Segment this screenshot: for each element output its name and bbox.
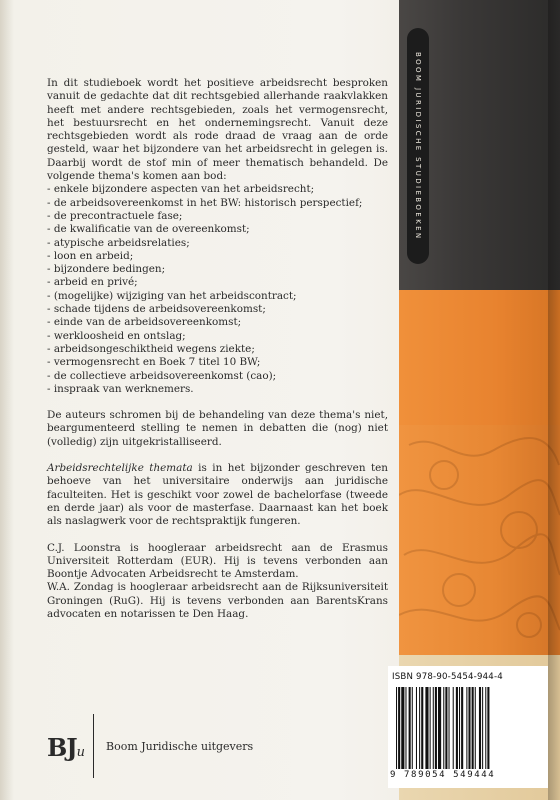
barcode-bar <box>456 687 458 769</box>
list-item: - inspraak van werknemers. <box>47 382 194 395</box>
publisher-logo <box>47 733 85 762</box>
purpose-text: is in het bijzonder geschreven ten behoeve van het universitaire onderwijs aan juridische faculteiten. Het is geschikt voor zowel de bachelorfase (tweede en derde jaar) als voor de masterfase. Daarnaast kan het boek als naslagwerk voor de rechtspraktijk fungeren. <box>47 462 388 528</box>
barcode-bar <box>409 687 411 769</box>
barcode-bar <box>419 687 420 769</box>
author-bio-1: C.J. Loonstra is hoogleraar arbeidsrecht aan de Erasmus Universiteit Rotterdam (EUR). Hij is tevens verbonden aan Boontje Advocaten Arbeidsrecht te Amsterdam. <box>47 541 388 581</box>
barcode-bar <box>472 687 474 769</box>
barcode-bar <box>487 687 489 769</box>
back-cover-text <box>47 77 388 621</box>
list-item: - bijzondere bedingen; <box>47 263 166 276</box>
barcode-bar <box>425 687 428 769</box>
barcode-bar <box>396 687 397 769</box>
barcode-bar <box>435 687 437 769</box>
logo-sub: u <box>76 745 86 760</box>
list-item: - werkloosheid en ontslag; <box>47 329 186 342</box>
footer-divider <box>93 714 94 778</box>
barcode-bar <box>479 687 481 769</box>
list-item: - enkele bijzondere aspecten van het arbeidsrecht; <box>47 183 315 196</box>
list-item: - vermogensrecht en Boek 7 titel 10 BW; <box>47 356 261 369</box>
list-item: - (mogelijke) wijziging van het arbeidscontract; <box>47 289 297 302</box>
themes-list <box>47 183 388 396</box>
list-item: - de precontractuele fase; <box>47 209 183 222</box>
intro-paragraph: In dit studieboek wordt het positieve arbeidsrecht besproken vanuit de gedachte dat dit rechtsgebied allerhande raakvlakken heeft met andere rechtsgebieden, zoals het vermogensrecht, het bestuursrecht en het ondernemingsrecht. Vanuit deze rechtsgebieden wordt als rode draad de vraag aan de orde gesteld, waar het bijzondere van het arbeidsrecht in gelegen is. Daarbij wordt de stof min of meer thematisch behandeld. De volgende thema's komen aan bod: <box>47 77 388 183</box>
barcode-bar <box>398 687 400 769</box>
barcode-bar <box>485 687 486 769</box>
publisher-name: Boom Juridische uitgevers <box>106 740 254 753</box>
book-title: Arbeidsrechtelijke thematа <box>47 462 193 475</box>
barcode-bar <box>449 687 450 769</box>
barcode-bar <box>416 687 417 769</box>
list-item: - de arbeidsovereenkomst in het BW: historisch perspectief; <box>47 196 363 209</box>
barcode-bar <box>443 687 444 769</box>
list-item: - de kwalificatie van de overeenkomst; <box>47 223 250 236</box>
barcode-bar <box>412 687 413 769</box>
authors-note-paragraph: De auteurs schromen bij de behandeling van deze thema's niet, beargumenteerd stelling te nemen in debatten die (nog) niet (volledig) zijn uitgekristalliseerd. <box>47 409 388 448</box>
barcode-bar <box>430 687 431 769</box>
barcode-bar <box>433 687 434 769</box>
list-item: - de collectieve arbeidsovereenkomst (cao); <box>47 369 277 382</box>
spine-texture-pattern <box>399 425 560 655</box>
barcode-digits: 9 789054 549444 <box>390 770 496 780</box>
barcode-label <box>388 666 548 788</box>
purpose-paragraph <box>47 462 388 528</box>
list-item: - atypische arbeidsrelaties; <box>47 236 190 249</box>
barcode-bar <box>405 687 406 769</box>
barcode-bar <box>482 687 483 769</box>
list-item: - loon en arbeid; <box>47 249 134 262</box>
list-item: - einde van de arbeidsovereenkomst; <box>47 316 242 329</box>
barcode-bars <box>396 687 542 769</box>
series-label-tab <box>407 28 429 264</box>
list-item: - arbeid en privé; <box>47 276 138 289</box>
list-item: - schade tijdens de arbeidsovereenkomst; <box>47 303 266 316</box>
series-label: BOOM JURIDISCHE STUDIEBOEKEN <box>414 51 422 241</box>
barcode-bar <box>459 687 460 769</box>
isbn-text: ISBN 978-90-5454-944-4 <box>392 672 503 682</box>
barcode-bar <box>468 687 470 769</box>
logo-main: BJ <box>47 733 77 762</box>
list-item: - arbeidsongeschiktheid wegens ziekte; <box>47 342 255 355</box>
spine-band-orange <box>399 290 560 425</box>
barcode-bar <box>421 687 423 769</box>
barcode-bar <box>461 687 463 769</box>
barcode-bar <box>401 687 404 769</box>
author-bio-2: W.A. Zondag is hoogleraar arbeidsrecht aan de Rijksuniversiteit Groningen (RuG). Hij is tevens verbonden aan BarentsKrans advocaten en notarissen te Den Haag. <box>47 581 388 620</box>
barcode-bar <box>453 687 454 769</box>
barcode-bar <box>466 687 467 769</box>
barcode-bar <box>438 687 441 769</box>
spine-edge-shadow <box>548 0 560 800</box>
cover-edge-shadow <box>0 0 14 800</box>
barcode-bar <box>475 687 476 769</box>
barcode-bar <box>445 687 447 769</box>
